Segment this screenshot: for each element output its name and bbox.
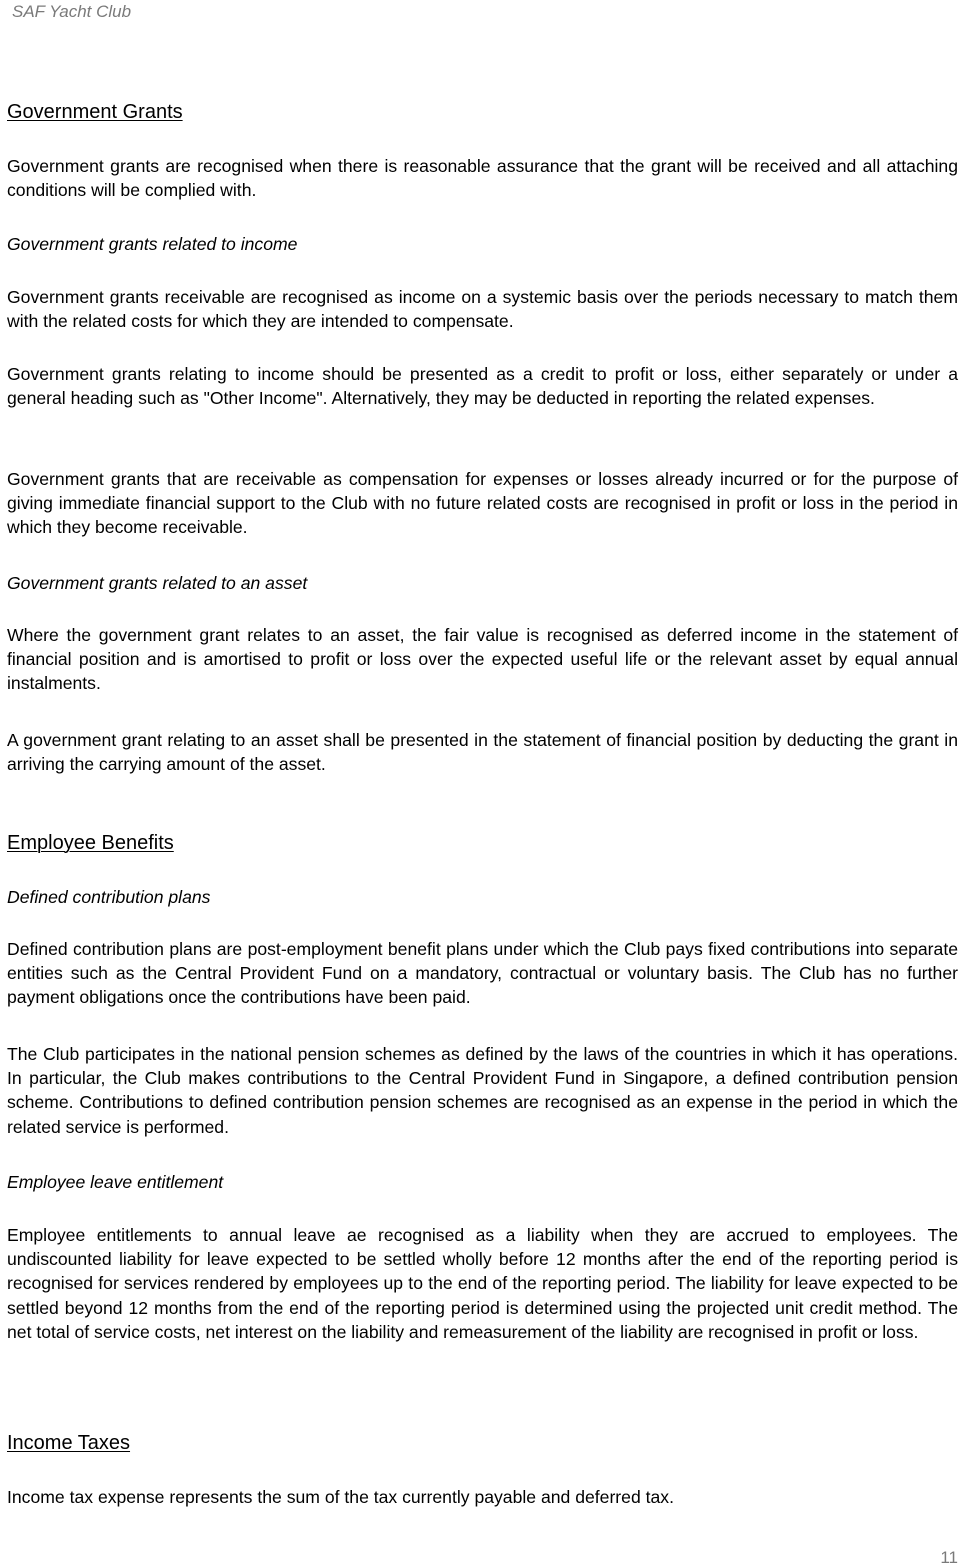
section-heading-government-grants: Government Grants [7, 101, 183, 123]
paragraph-grants-asset-1: Where the government grant relates to an asset, the fair value is recognised as deferred income in the statement of financial position and is amortised to profit or loss over the expected useful life or the relevant asset by equal annual instalments. [7, 625, 958, 694]
paragraph-leave-entitlement: Employee entitlements to annual leave ae recognised as a liability when they are accrued to employees. The undiscounted liability for leave expected to be settled wholly before 12 months after the end of the reporting period is recognised for services rendered by employees up to the end of the reporting period. The liability for leave expected to be settled beyond 12 months from the end of the reporting period is determined using the projected unit credit method. The net total of service costs, net interest on the liability and remeasurement of the liability are recognised in profit or loss. [7, 1225, 958, 1342]
paragraph-grants-income-3: Government grants that are receivable as compensation for expenses or losses already incurred or for the purpose of giving immediate financial support to the Club with no future related costs are recognised in profit or loss in the period in which they become receivable. [7, 469, 958, 538]
section-heading-income-taxes: Income Taxes [7, 1432, 131, 1454]
paragraph-grants-intro: Government grants are recognised when there is reasonable assurance that the grant will be received and all attaching conditions will be complied with. [7, 156, 958, 201]
paragraph-defined-contribution-2: The Club participates in the national pension schemes as defined by the laws of the countries in which it has operations. In particular, the Club makes contributions to the Central Provident Fund in Singapore, a defined contribution pension scheme. Contributions to defined contribution pension schemes are recognised as an expense in the period in which the related service is performed. [7, 1044, 958, 1137]
paragraph-income-taxes: Income tax expense represents the sum of the tax currently payable and deferred tax. [7, 1487, 674, 1507]
paragraph-grants-income-2: Government grants relating to income should be presented as a credit to profit or loss, either separately or under a general heading such as "Other Income". Alternatively, they may be deducted in reporting the related expenses. [7, 364, 958, 409]
section-heading-employee-benefits: Employee Benefits [7, 832, 174, 854]
subheading-defined-contribution: Defined contribution plans [7, 887, 211, 907]
document-header-title: SAF Yacht Club [12, 2, 132, 21]
subheading-grants-asset: Government grants related to an asset [7, 573, 308, 593]
subheading-grants-income: Government grants related to income [7, 234, 298, 254]
subheading-leave-entitlement: Employee leave entitlement [7, 1172, 224, 1192]
page-number: 11 [940, 1548, 958, 1567]
paragraph-grants-income-1: Government grants receivable are recognised as income on a systemic basis over the periods necessary to match them with the related costs for which they are intended to compensate. [7, 287, 958, 332]
paragraph-grants-asset-2: A government grant relating to an asset shall be presented in the statement of financial position by deducting the grant in arriving the carrying amount of the asset. [7, 730, 958, 775]
paragraph-defined-contribution-1: Defined contribution plans are post-employment benefit plans under which the Club pays fixed contributions into separate entities such as the Central Provident Fund on a mandatory, contractual or voluntary basis. The Club has no further payment obligations once the contributions have been paid. [7, 939, 958, 1008]
